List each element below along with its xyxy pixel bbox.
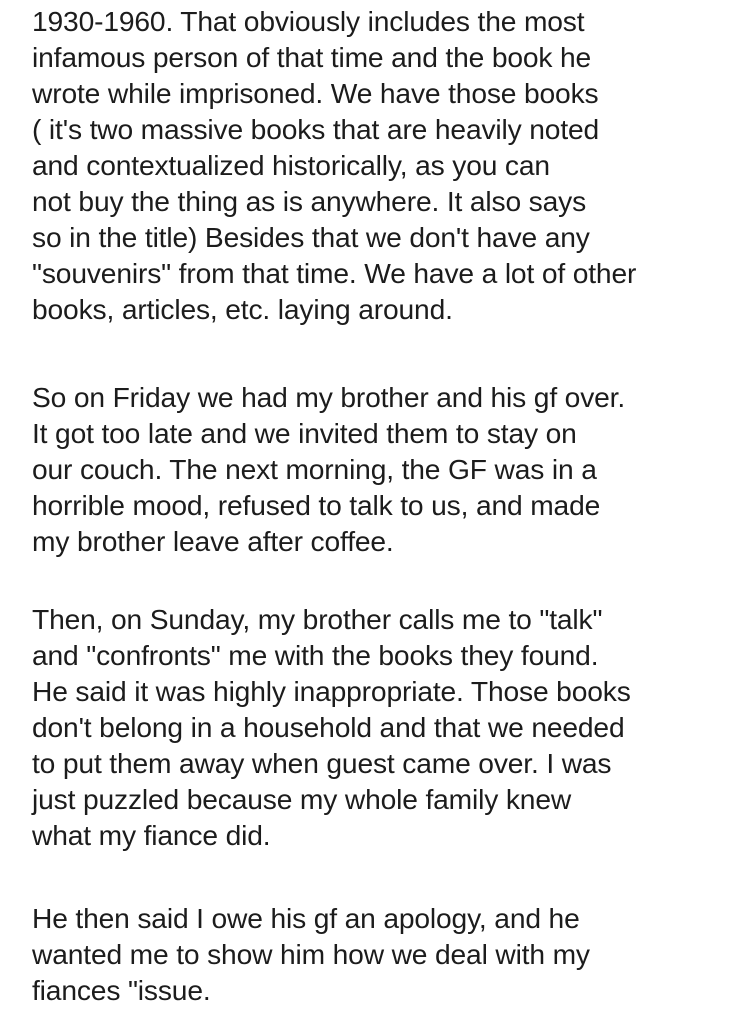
text-line: He then said I owe his gf an apology, and he [32, 902, 580, 934]
paragraph-3 [32, 601, 722, 853]
text-line: "souvenirs" from that time. We have a lot of other [32, 257, 637, 289]
text-line: what my fiance did. [32, 819, 271, 851]
text-line: He said it was highly inappropriate. Those books [32, 675, 631, 707]
text-line: 1930-1960. That obviously includes the most [32, 5, 585, 37]
text-line: infamous person of that time and the book he [32, 41, 592, 73]
text-line: So on Friday we had my brother and his gf over. [32, 381, 626, 413]
paragraph-1 [32, 3, 722, 327]
text-line: wrote while imprisoned. We have those books [32, 77, 599, 109]
text-line: so in the title) Besides that we don't have any [32, 221, 590, 253]
text-line: fiances "issue. [32, 974, 211, 1006]
text-line: not buy the thing as is anywhere. It also says [32, 185, 587, 217]
text-line: wanted me to show him how we deal with my [32, 938, 590, 970]
text-line: to put them away when guest came over. I was [32, 747, 612, 779]
text-line: and "confronts" me with the books they found. [32, 639, 599, 671]
text-line: our couch. The next morning, the GF was in a [32, 453, 597, 485]
text-line: books, articles, etc. laying around. [32, 293, 453, 325]
text-line: don't belong in a household and that we needed [32, 711, 625, 743]
text-line: my brother leave after coffee. [32, 525, 394, 557]
text-line: horrible mood, refused to talk to us, and made [32, 489, 601, 521]
text-line: just puzzled because my whole family knew [32, 783, 572, 815]
text-line: Then, on Sunday, my brother calls me to "talk" [32, 603, 603, 635]
text-line: ( it's two massive books that are heavily noted [32, 113, 600, 145]
text-line: It got too late and we invited them to stay on [32, 417, 577, 449]
paragraph-2 [32, 379, 722, 559]
paragraph-4 [32, 900, 722, 1008]
text-line: and contextualized historically, as you can [32, 149, 550, 181]
